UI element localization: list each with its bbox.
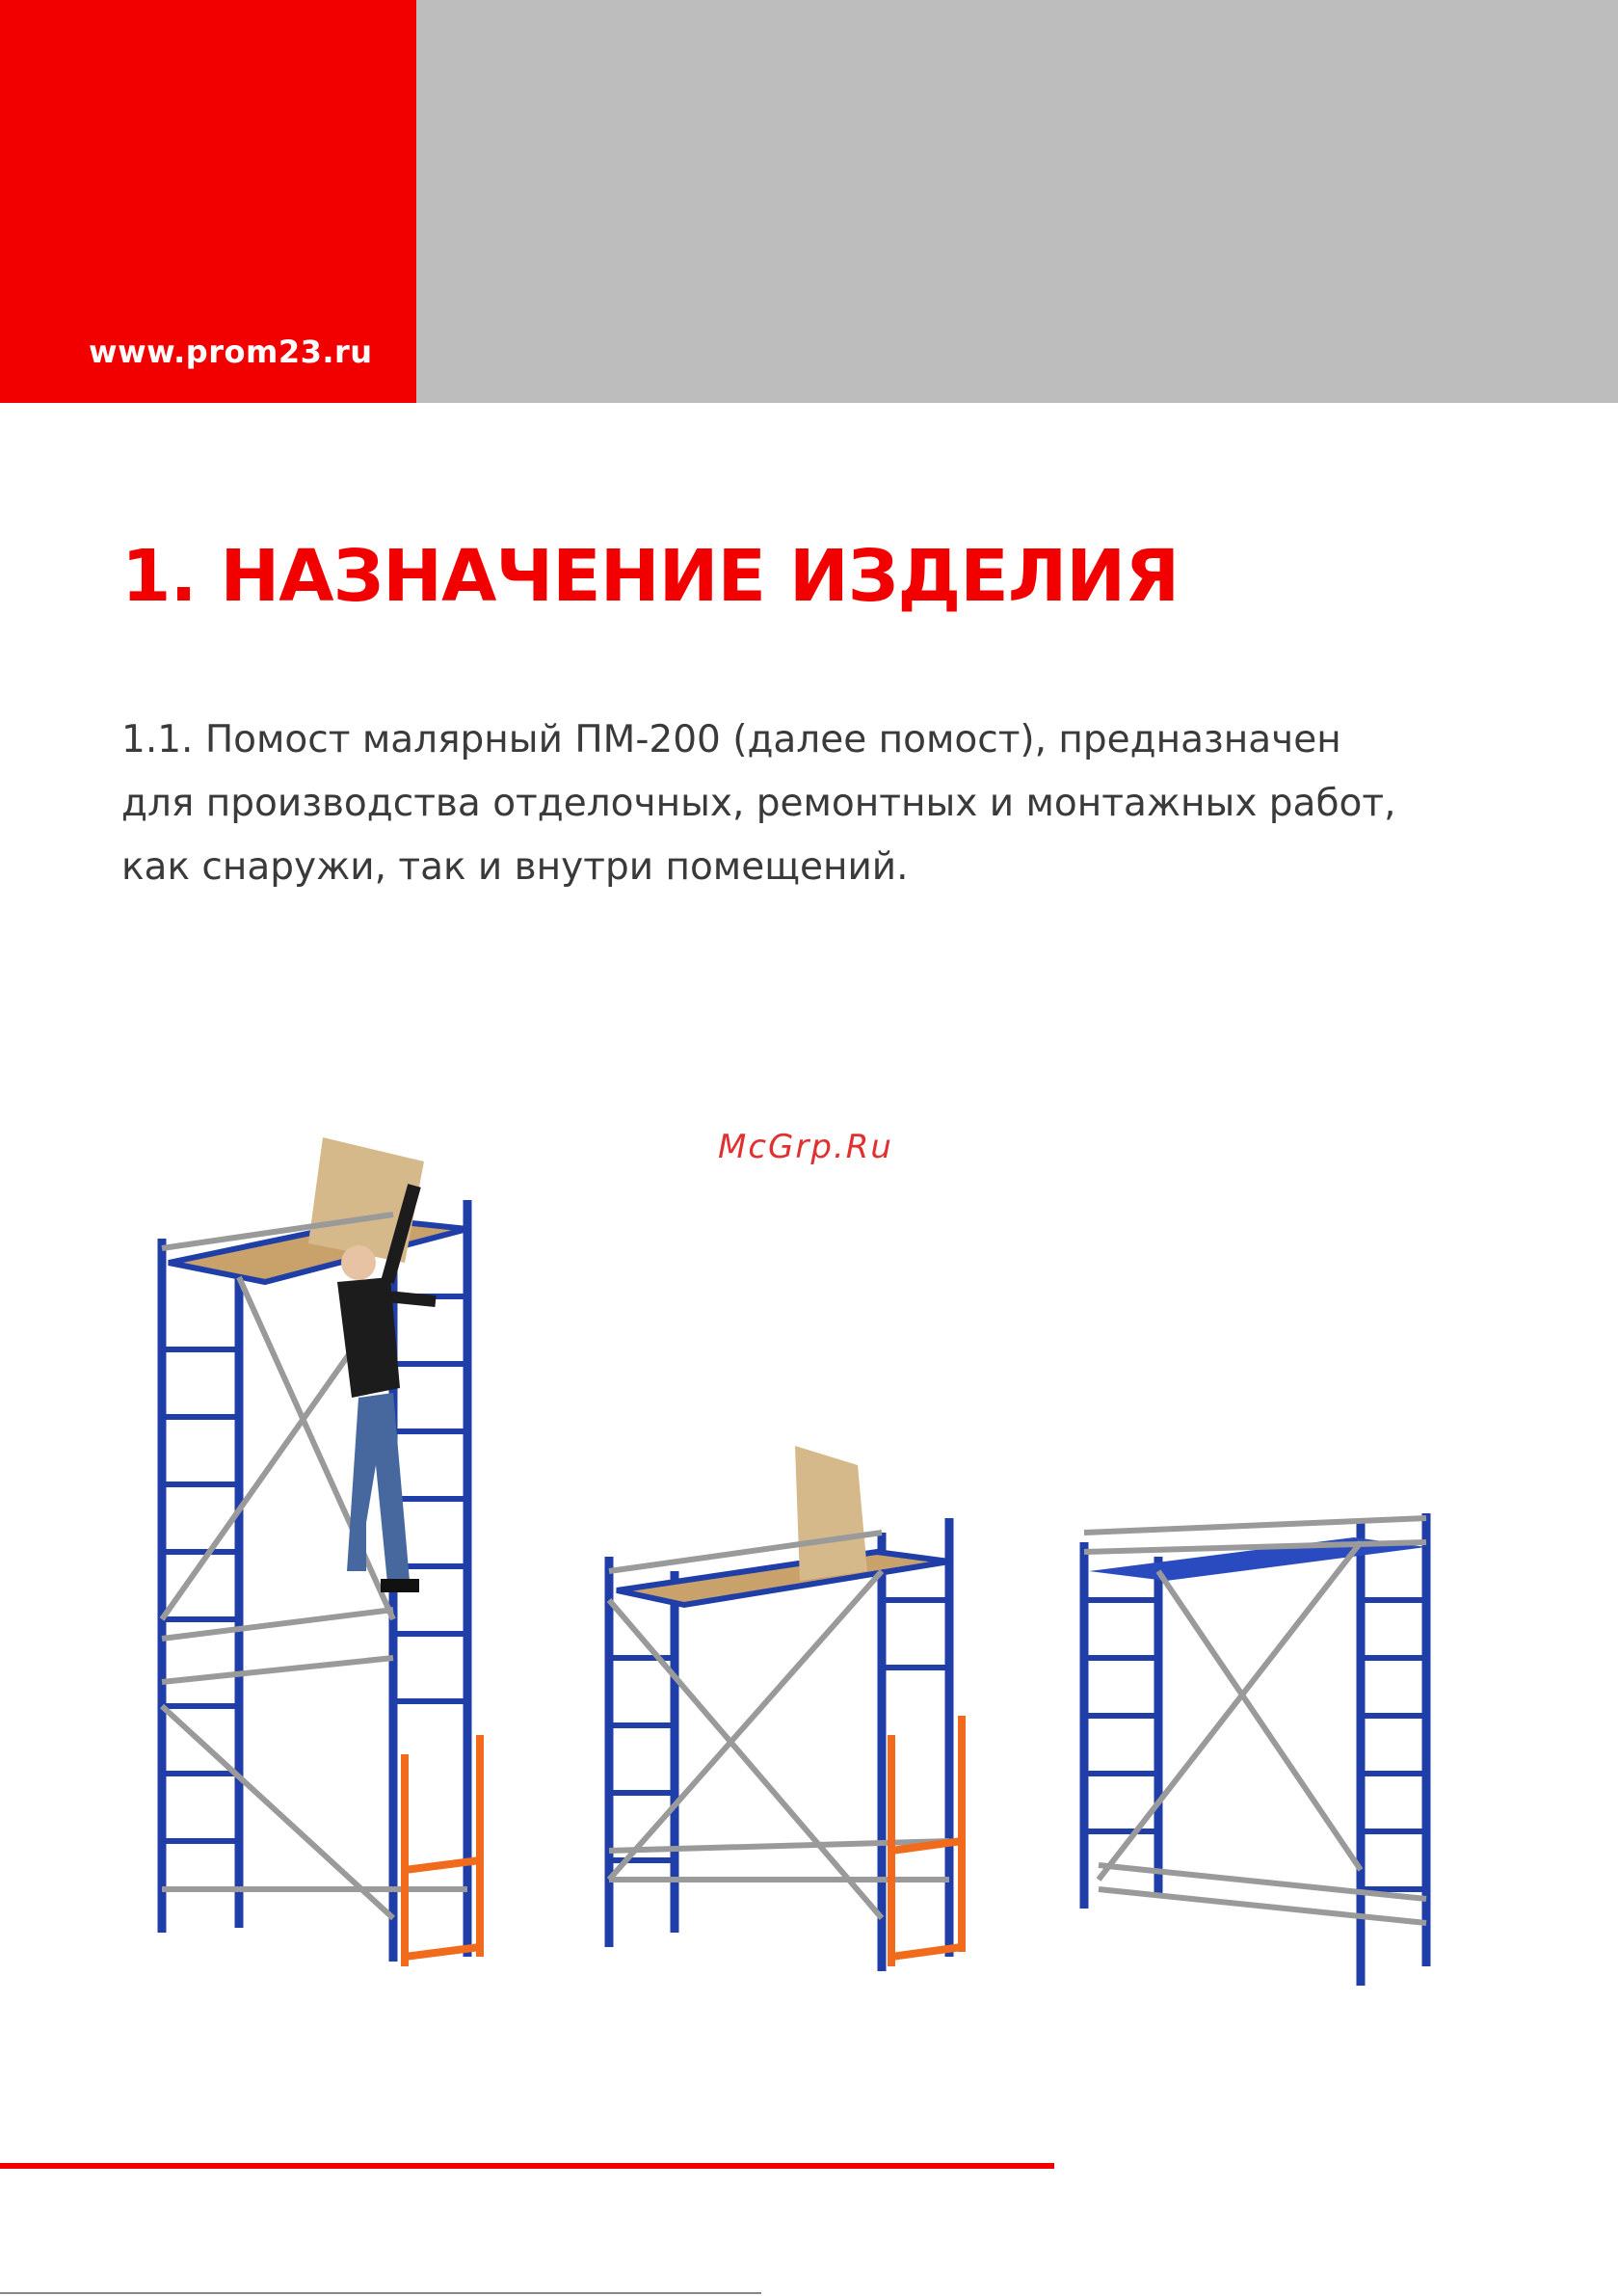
- scaffolds-illustration: [135, 1118, 1465, 2024]
- scaffold-tall: [162, 1137, 480, 1966]
- paragraph-line: как снаружи, так и внутри помещений.: [121, 845, 909, 889]
- divider-grey: [0, 2292, 761, 2294]
- section-title: 1. НАЗНАЧЕНИЕ ИЗДЕЛИЯ: [121, 535, 1180, 618]
- website-link[interactable]: www.prom23.ru: [89, 334, 373, 370]
- header-red-block: [0, 0, 416, 403]
- section-paragraph: [121, 708, 1548, 899]
- scaffold-middle: [609, 1446, 962, 1971]
- header-grey-block: [416, 0, 1618, 403]
- paragraph-line: для производства отделочных, ремонтных и монтажных работ,: [121, 782, 1396, 825]
- watermark: McGrp.Ru: [718, 1128, 893, 1166]
- paragraph-line: 1.1. Помост малярный ПМ-200 (далее помост), предназначен: [121, 718, 1341, 761]
- divider-red: [0, 2163, 1054, 2169]
- scaffold-right: [1084, 1513, 1426, 1986]
